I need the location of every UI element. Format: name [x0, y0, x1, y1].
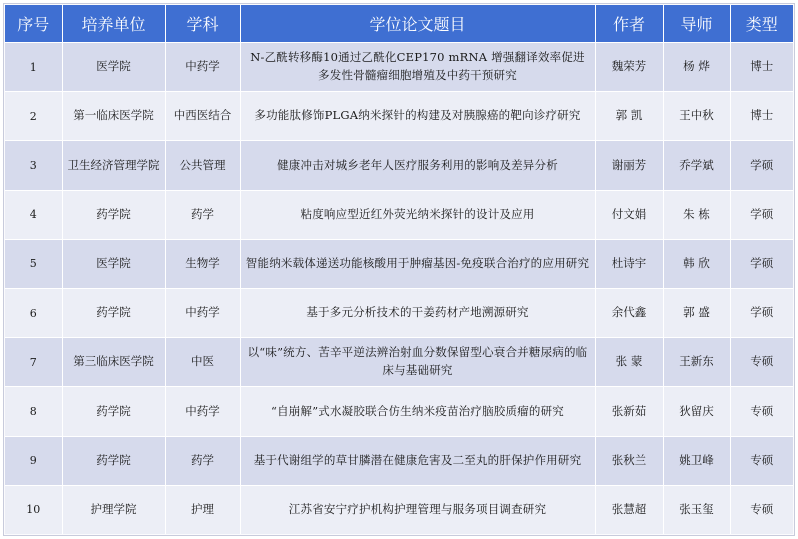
cell-unit: 医学院 — [62, 239, 165, 288]
cell-unit: 药学院 — [62, 436, 165, 485]
cell-author: 余代鑫 — [595, 288, 663, 337]
table-row — [5, 92, 793, 141]
cell-type: 学硕 — [730, 288, 793, 337]
cell-title: 粘度响应型近红外荧光纳米探针的设计及应用 — [240, 190, 595, 239]
cell-title: N-乙酰转移酶10通过乙酰化CEP170 mRNA 增强翻译效率促进多发性骨髓瘤细胞增殖及中药干预研究 — [240, 43, 595, 92]
cell-no: 7 — [5, 338, 62, 387]
cell-no: 3 — [5, 141, 62, 190]
header-author: 作者 — [595, 5, 663, 43]
header-row — [5, 5, 793, 43]
table-row — [5, 387, 793, 436]
cell-type: 专硕 — [730, 387, 793, 436]
cell-author: 张秋兰 — [595, 436, 663, 485]
cell-advisor: 张玉玺 — [663, 485, 730, 534]
thesis-table — [5, 5, 793, 534]
cell-title: 智能纳米载体递送功能核酸用于肿瘤基因-免疫联合治疗的应用研究 — [240, 239, 595, 288]
cell-type: 专硕 — [730, 485, 793, 534]
header-type: 类型 — [730, 5, 793, 43]
cell-unit: 医学院 — [62, 43, 165, 92]
cell-subject: 中医 — [165, 338, 240, 387]
cell-no: 4 — [5, 190, 62, 239]
table-row — [5, 43, 793, 92]
cell-unit: 第一临床医学院 — [62, 92, 165, 141]
header-subject: 学科 — [165, 5, 240, 43]
cell-author: 郭 凯 — [595, 92, 663, 141]
cell-subject: 中西医结合 — [165, 92, 240, 141]
cell-title: 江苏省安宁疗护机构护理管理与服务项目调查研究 — [240, 485, 595, 534]
cell-no: 5 — [5, 239, 62, 288]
cell-unit: 第三临床医学院 — [62, 338, 165, 387]
cell-no: 8 — [5, 387, 62, 436]
cell-type: 博士 — [730, 43, 793, 92]
cell-advisor: 王新东 — [663, 338, 730, 387]
cell-type: 博士 — [730, 92, 793, 141]
cell-subject: 药学 — [165, 436, 240, 485]
cell-no: 10 — [5, 485, 62, 534]
table-row — [5, 338, 793, 387]
cell-author: 付文娟 — [595, 190, 663, 239]
cell-title: 多功能肽修饰PLGA纳米探针的构建及对胰腺癌的靶向诊疗研究 — [240, 92, 595, 141]
cell-advisor: 朱 栋 — [663, 190, 730, 239]
cell-author: 张 蒙 — [595, 338, 663, 387]
cell-type: 学硕 — [730, 190, 793, 239]
cell-author: 张新茹 — [595, 387, 663, 436]
cell-type: 学硕 — [730, 239, 793, 288]
cell-subject: 公共管理 — [165, 141, 240, 190]
cell-unit: 药学院 — [62, 387, 165, 436]
table-row — [5, 239, 793, 288]
cell-no: 2 — [5, 92, 62, 141]
cell-advisor: 狄留庆 — [663, 387, 730, 436]
cell-advisor: 郭 盛 — [663, 288, 730, 337]
cell-subject: 中药学 — [165, 43, 240, 92]
cell-subject: 中药学 — [165, 387, 240, 436]
cell-no: 9 — [5, 436, 62, 485]
cell-advisor: 王中秋 — [663, 92, 730, 141]
cell-title: “自崩解”式水凝胶联合仿生纳米疫苗治疗脑胶质瘤的研究 — [240, 387, 595, 436]
header-advisor: 导师 — [663, 5, 730, 43]
cell-subject: 生物学 — [165, 239, 240, 288]
cell-subject: 护理 — [165, 485, 240, 534]
cell-author: 张慧超 — [595, 485, 663, 534]
cell-unit: 护理学院 — [62, 485, 165, 534]
cell-title: 健康冲击对城乡老年人医疗服务利用的影响及差异分析 — [240, 141, 595, 190]
cell-unit: 卫生经济管理学院 — [62, 141, 165, 190]
cell-advisor: 韩 欣 — [663, 239, 730, 288]
cell-subject: 中药学 — [165, 288, 240, 337]
cell-subject: 药学 — [165, 190, 240, 239]
cell-advisor: 杨 烨 — [663, 43, 730, 92]
table-row — [5, 436, 793, 485]
cell-author: 杜诗宇 — [595, 239, 663, 288]
table-row — [5, 485, 793, 534]
cell-type: 专硕 — [730, 436, 793, 485]
header-no: 序号 — [5, 5, 62, 43]
cell-author: 谢丽芳 — [595, 141, 663, 190]
cell-type: 学硕 — [730, 141, 793, 190]
table-row — [5, 288, 793, 337]
cell-author: 魏荣芳 — [595, 43, 663, 92]
cell-type: 专硕 — [730, 338, 793, 387]
header-title: 学位论文题目 — [240, 5, 595, 43]
table-row — [5, 190, 793, 239]
cell-no: 1 — [5, 43, 62, 92]
cell-title: 基于代谢组学的草甘膦潜在健康危害及二至丸的肝保护作用研究 — [240, 436, 595, 485]
cell-unit: 药学院 — [62, 288, 165, 337]
header-unit: 培养单位 — [62, 5, 165, 43]
cell-advisor: 姚卫峰 — [663, 436, 730, 485]
table-row — [5, 141, 793, 190]
cell-title: 基于多元分析技术的干姜药材产地溯源研究 — [240, 288, 595, 337]
cell-unit: 药学院 — [62, 190, 165, 239]
cell-no: 6 — [5, 288, 62, 337]
cell-advisor: 乔学斌 — [663, 141, 730, 190]
cell-title: 以“味”统方、苦辛平逆法辨治射血分数保留型心衰合并糖尿病的临床与基础研究 — [240, 338, 595, 387]
